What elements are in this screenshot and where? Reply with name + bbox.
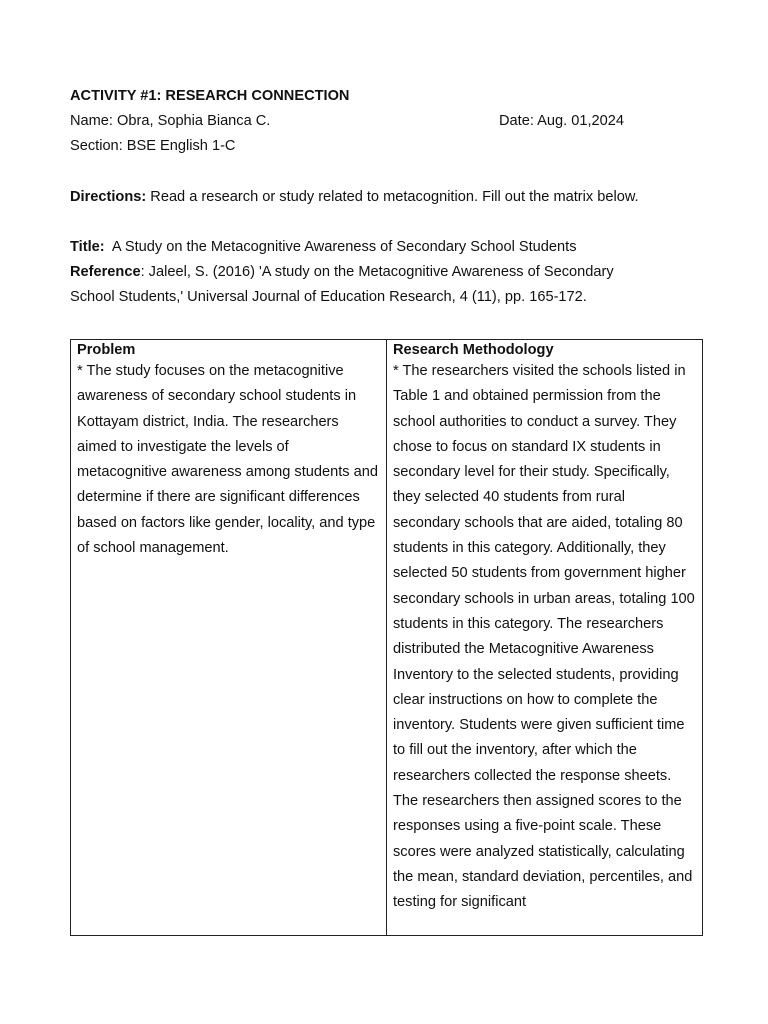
problem-text: * The study focuses on the metacognitive awareness of secondary school students in Kottayam district, India. The researchers aimed to investigate the levels of metacognitive awareness among students and determine if there are significant differences based on factors like gender, locality, and type of school management. xyxy=(77,363,378,557)
reference-line2: School Students,' Universal Journal of Education Research, 4 (11), pp. 165-172. xyxy=(70,289,587,305)
activity-title: ACTIVITY #1: RESEARCH CONNECTION xyxy=(70,88,350,104)
class-section: Section: BSE English 1-C xyxy=(70,138,236,154)
reference-label: Reference xyxy=(70,264,141,280)
problem-cell xyxy=(71,340,387,936)
title-text: A Study on the Metacognitive Awareness of Secondary School Students xyxy=(104,239,577,255)
methodology-heading: Research Methodology xyxy=(393,342,554,358)
reference-line1: : Jaleel, S. (2016) 'A study on the Metacognitive Awareness of Secondary xyxy=(140,264,614,280)
matrix-row xyxy=(71,340,703,936)
research-matrix xyxy=(70,339,703,936)
directions-label: Directions: xyxy=(70,189,147,205)
title-label: Title: xyxy=(70,239,105,255)
student-name: Name: Obra, Sophia Bianca C. xyxy=(70,113,271,129)
problem-heading: Problem xyxy=(77,342,136,358)
study-reference xyxy=(70,262,614,282)
directions xyxy=(70,187,639,207)
submission-date: Date: Aug. 01,2024 xyxy=(499,113,624,129)
directions-text: Read a research or study related to metacognition. Fill out the matrix below. xyxy=(146,189,639,205)
methodology-cell xyxy=(387,340,703,936)
study-title xyxy=(70,237,577,257)
methodology-text: * The researchers visited the schools listed in Table 1 and obtained permission from the school authorities to conduct a survey. They chose to focus on standard IX students in secondary level for their study. Specifically, they selected 40 students from rural secondary schools that are aided, totaling 80 students in this category. Additionally, they selected 50 students from government higher secondary schools in urban areas, totaling 100 students in this category. The researchers distributed the Metacognitive Awareness Inventory to the selected students, providing clear instructions on how to complete the inventory. Students were given sufficient time to fill out the inventory, after which the researchers collected the response sheets. The researchers then assigned scores to the responses using a five-point scale. These scores were analyzed statistically, calculating the mean, standard deviation, percentiles, and testing for significant xyxy=(393,363,695,911)
